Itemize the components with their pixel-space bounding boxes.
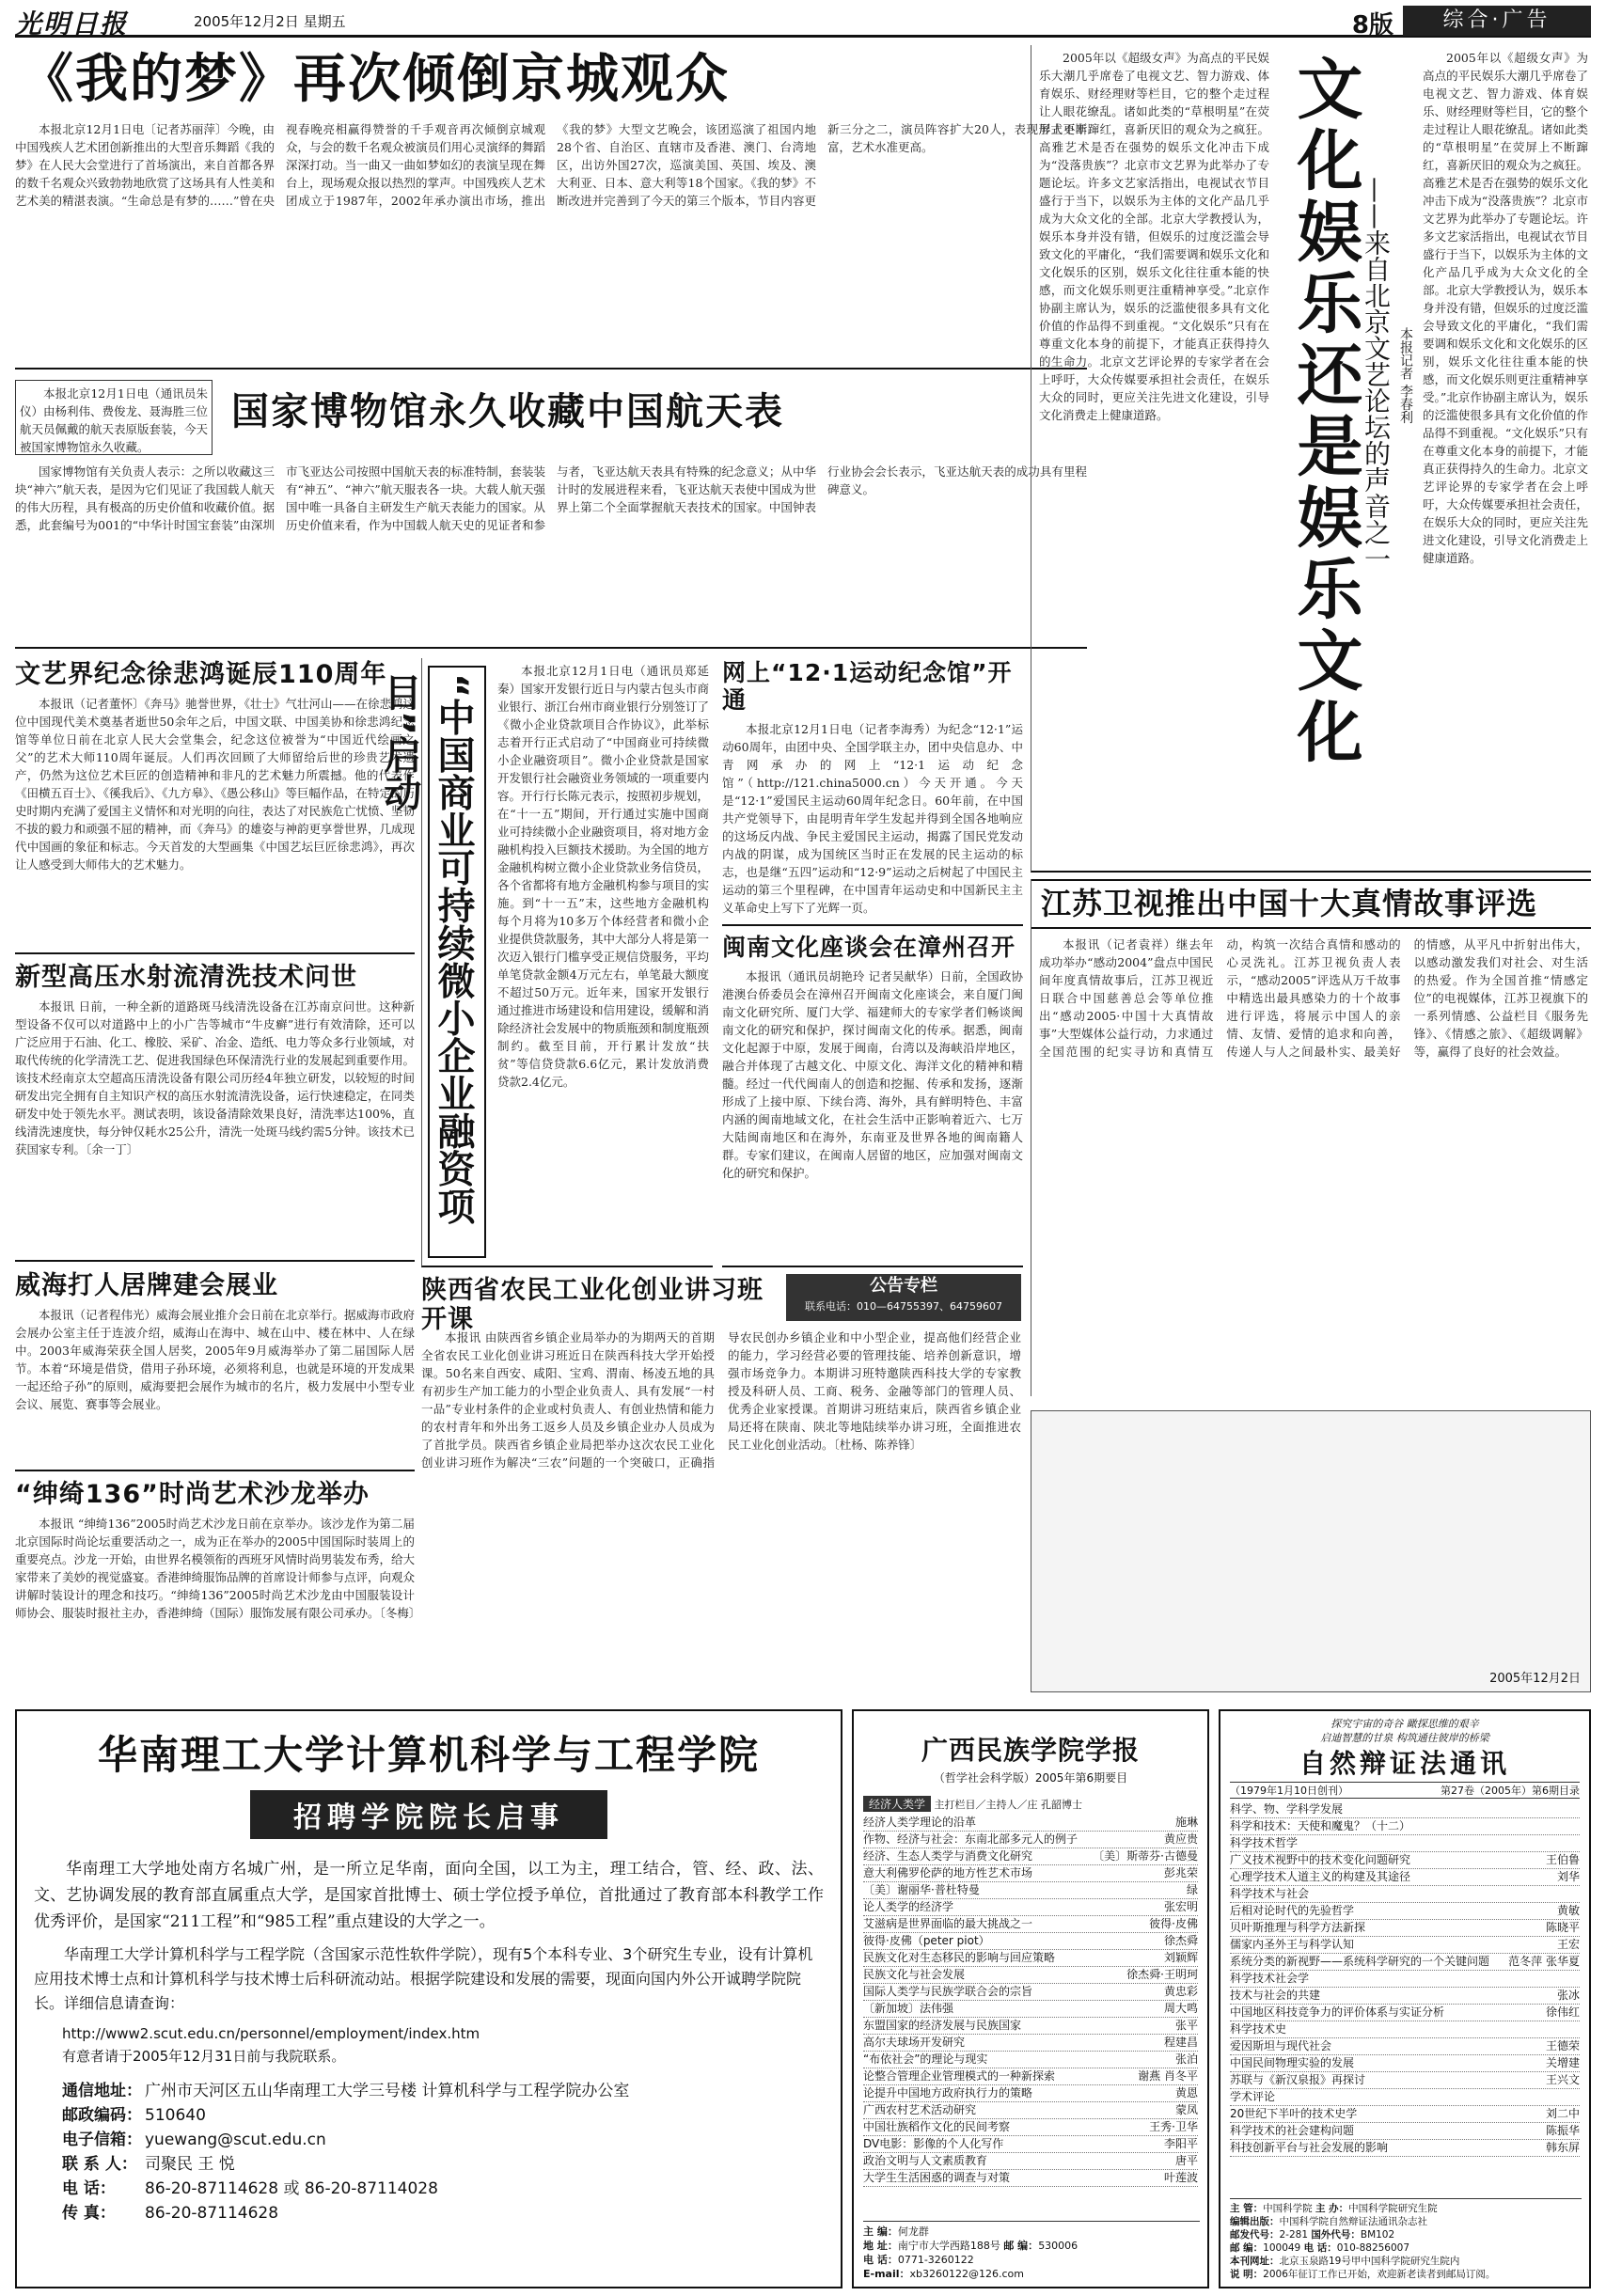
toc-item-title: 20世纪下半叶的技术史学 — [1230, 2107, 1358, 2121]
article-headline: 《我的梦》再次倾倒京城观众 — [21, 49, 730, 110]
article-body: 本报讯（通讯员胡艳玲 记者吴献华）日前，全国政协港澳台侨委员会在漳州召开闽南文化座谈会，来自厦门闽南文化研究所、厦门大学、福建师大的专家学者们畅谈闽南文化的研究和保护，探讨闽南文化的传承。据悉，闽南文化起源于中原，发展于闽南，台湾以及海峡沿岸地区，融合并体现了古越文化、中原文化、海洋文化的精神和精髓。经过一代代闽南人的创造和挖掘、传承和发扬，逐渐形成了上接中原、下续台湾、海外，具有鲜明特色、丰富内涵的闽南地域文化，在社会生活中正影响着近六、七万大陆闽南地区和在海外，东南亚及世界各地的闽南籍人群。专家们建议，在闽南人居留的地区，应加强对闽南文化的研究和保护。 — [722, 968, 1023, 1180]
toc-item-title: 科技创新平台与社会发展的影响 — [1230, 2141, 1389, 2155]
toc-item-author: 刘华 — [1556, 1870, 1580, 1884]
footer-row: 编辑出版：中国科学院自然辩证法通讯杂志社 — [1230, 2216, 1427, 2227]
toc-item — [863, 1832, 1198, 1848]
article-minnan — [722, 933, 1023, 1267]
feature-body-left: 2005年以《超级女声》为高点的平民娱乐大潮几乎席卷了电视文艺、智力游戏、体育娱乐、财经理财等栏目，它的整个走过程让人眼花缭乱。诸如此类的“草根明星”在荧屏上不断蹿红，喜新厌旧的观众为之疯狂。高雅艺术是否在强势的娱乐文化冲击下成为“没落贵族”？北京市文艺界为此举办了专题论坛。许多文艺家活指出，电视试衣节目盛行于当下，以娱乐为主体的文化产品几乎成为大众文化的全部。北京大学教授认为，娱乐本身并没有错，但娱乐的过度泛滥会导致文化的平庸化，“我们需要调和娱乐文化和文化娱乐的区别，娱乐文化往往重本能的快感，而文化娱乐则更注重精神享受。”北京作协副主席认为，娱乐的泛滥使很多具有文化价值的作品得不到重视。“文化娱乐”只有在尊重文化本身的前提下，才能真正获得持久的生命力。北京文艺评论界的专家学者在会上呼吁，大众传媒要承担社会责任，在娱乐大众的同时，更应关注先进文化建设，引导文化消费走上健康道路。 — [1039, 51, 1269, 422]
toc-item — [1230, 1801, 1580, 1818]
toc-item — [1230, 1903, 1580, 1920]
toc-item — [863, 1882, 1198, 1899]
toc-item-author: 王秀·卫华 — [1149, 2120, 1198, 2134]
toc-item — [1230, 1954, 1580, 1971]
toc-item-author: 范冬萍 张华夏 — [1508, 1955, 1580, 1969]
toc-item-author: 王伯鲁 — [1545, 1853, 1580, 1867]
toc-item — [863, 2170, 1198, 2187]
toc-item — [1230, 2140, 1580, 2157]
article-body: 本报讯（记者董怀〕《奔马》驰誉世界，《壮士》气壮河山——在徐悲鸿这位中国现代美术奠基者逝世50余年之后，中国文联、中国美协和徐悲鸿纪念馆等单位日前在北京人民大会堂集会，纪念这位被誉为“中国近代绘画之父”的艺术大师110周年诞辰。人们再次回顾了大师留给后世的珍贵艺术遗产，仍然为这位艺术巨匠的创造精神和非凡的艺术魅力所震撼。他的代表作《田横五百士》、《徯我后》、《九方皋》、《愚公移山》等巨幅作品，在特定的历史时期内充满了爱国主义情怀和对光明的向往，表达了对民族危亡忧愤、坚韧不拔的毅力和顽强不屈的精神，而《奔马》的雄姿与神韵更享誉世界，几成现代中国画的象征和标志。今天首发的大型画集《中国艺坛巨匠徐悲鸿》，再次让人感受到大师伟大的艺术魅力。 — [15, 697, 416, 873]
footer-row: 电 话：0771-3260122 — [863, 2254, 974, 2266]
toc-item-title: 作物、经济与社会：东南北部多元人的例子 — [863, 1832, 1079, 1847]
toc-item-title: 广西农村艺术活动研究 — [863, 2103, 977, 2117]
toc-list — [863, 1815, 1198, 2187]
article-headline: “绅绮136”时尚艺术沙龙举办 — [15, 1480, 370, 1509]
toc-item-title: 东盟国家的经济发展与民族国家 — [863, 2019, 1022, 2033]
toc-item-title: 意大利佛罗伦萨的地方性艺术市场 — [863, 1866, 1033, 1880]
toc-item-title: 贝叶斯推理与科学方法新探 — [1230, 1921, 1366, 1935]
ad-column-header — [863, 1793, 1198, 1815]
article-121-museum — [722, 658, 1023, 926]
toc-item-title: 科学和技术：天使和魔鬼？（十二） — [1230, 1819, 1411, 1833]
masthead — [15, 4, 1591, 38]
toc-item — [1230, 1988, 1580, 2005]
toc-item — [863, 2119, 1198, 2136]
toc-item-author: 唐平 — [1174, 2154, 1198, 2168]
toc-item-author: 绿 — [1186, 1883, 1198, 1897]
toc-item-title: DV电影：影像的个人化写作 — [863, 2137, 1004, 2151]
toc-item-author: 刘二中 — [1545, 2107, 1580, 2121]
article-body: 本报北京12月1日电（记者李海秀）为纪念“12·1”运动60周年，由团中央、全国学联主办，团中央信息办、中青网承办的网上“12·1运动纪念馆”（http://121.china5000.cn）今天开通。今天是“12·1”爱国民主运动60周年纪念日。60年前，在中国共产党领导下，由昆明青年学生发起并得到全国各地响应的这场反内战、争民主爱国民主运动，揭露了国民党发动内战的阴谋，成为国统区当时正在发展的民主运动的标志，也是继“五四”运动和“12·9”运动之后树起了中国民主运动的第三个里程碑，在中国青年运动史和中国新民主主义革命史上写下了光辉一页。 — [722, 721, 1023, 915]
footer-row: 邮发代号：2-281 国外代号：BM102 — [1230, 2229, 1395, 2241]
toc-item — [1230, 2055, 1580, 2072]
feature-subtitle: ——来自北京文艺论坛的声音之一 — [1361, 177, 1392, 572]
ad-founded: （1979年1月10日创刊） 第27卷（2005年）第6期目录 — [1230, 1782, 1580, 1799]
toc-item-author: 黄应贵 — [1163, 1832, 1198, 1847]
toc-item — [863, 1950, 1198, 1967]
issue-date: 2005年12月2日 星期五 — [194, 13, 346, 30]
toc-item-title: “布依社会”的理论与现实 — [863, 2052, 988, 2067]
toc-item — [863, 2102, 1198, 2119]
toc-item — [1230, 1869, 1580, 1886]
ad-guangxi-journal — [852, 1709, 1209, 2288]
toc-item-author: 黄恩 — [1174, 2086, 1198, 2100]
toc-item-author: 关增建 — [1545, 2056, 1580, 2070]
toc-item-author: 王兴文 — [1545, 2073, 1580, 2087]
toc-item-title: 中国地区科技竞争力的评价体系与实证分析 — [1230, 2005, 1445, 2020]
article-headline: 威海打人居牌建会展业 — [15, 1271, 278, 1300]
toc-item-title: 技术与社会的共建 — [1230, 1989, 1321, 2003]
article-headline: 江苏卫视推出中国十大真情故事评选 — [1031, 879, 1591, 929]
toc-item — [863, 2136, 1198, 2153]
toc-item — [863, 1933, 1198, 1950]
toc-item-title: 苏联与《新汉泉报》再探讨 — [1230, 2073, 1366, 2087]
article-headline: 闽南文化座谈会在漳州召开 — [722, 934, 1016, 961]
toc-item — [863, 2052, 1198, 2068]
article-headline: 文艺界纪念徐悲鸿诞辰110周年 — [15, 660, 387, 689]
toc-item-author: 黄敏 — [1556, 1904, 1580, 1918]
footer-row: 邮 编：100049 电 话：010-88256007 — [1230, 2242, 1410, 2254]
notice-column-ad — [786, 1274, 1021, 1321]
toc-item-title: 大学生生活困惑的调查与对策 — [863, 2171, 1011, 2185]
footer-row: 本刊网址：北京玉泉路19号甲中国科学院研究生院内 — [1230, 2256, 1460, 2267]
column-editors: 主打栏目／主持人／庄 孔韶博士 — [934, 1799, 1083, 1812]
article-body: 本报北京12月1日电〔记者苏丽萍〕今晚，由中国残疾人艺术团创新推出的大型音乐舞蹈《我的梦》在人民大会堂进行了首场演出，来自首都各界的数千名观众兴致勃勃地欣赏了这场具有人性美和艺术美的精湛表演。“生命总是有梦的……”曾在央视春晚亮相赢得赞誉的千手观音再次倾倒京城观众，与会的数千名观众被演员们用心灵演绎的舞蹈深深打动。当一曲又一曲如梦如幻的表演呈现在舞台上，现场观众报以热烈的掌声。中国残疾人艺术团成立于1987年，2002年承办演出市场，推出《我的梦》大型文艺晚会，该团巡演了祖国内地28个省、自治区、直辖市及香港、澳门、台湾地区，出访外国27次，巡演美国、英国、埃及、澳大利亚、日本、意大利等18个国家。《我的梦》不断改进并完善到了今天的第三个版本，节目内容更新三分之二，演员阵容扩大20人，表现形式更丰富，艺术水准更高。 — [15, 122, 1087, 208]
article-headline: 国家博物馆永久收藏中国航天表 — [231, 390, 784, 433]
toc-item-title: 爱因斯坦与现代社会 — [1230, 2039, 1332, 2053]
feature-body-right: 2005年以《超级女声》为高点的平民娱乐大潮几乎席卷了电视文艺、智力游戏、体育娱乐、财经理财等栏目，它的整个走过程让人眼花缭乱。诸如此类的“草根明星”在荧屏上不断蹿红，喜新厌旧的观众为之疯狂。高雅艺术是否在强势的娱乐文化冲击下成为“没落贵族”？北京市文艺界为此举办了专题论坛。许多文艺家活指出，电视试衣节目盛行于当下，以娱乐为主体的文化产品几乎成为大众文化的全部。北京大学教授认为，娱乐本身并没有错，但娱乐的过度泛滥会导致文化的平庸化，“我们需要调和娱乐文化和文化娱乐的区别，娱乐文化往往重本能的快感，而文化娱乐则更注重精神享受。”北京作协副主席认为，娱乐的泛滥使很多具有文化价值的作品得不到重视。“文化娱乐”只有在尊重文化本身的前提下，才能真正获得持久的生命力。北京文艺评论界的专家学者在会上呼吁，大众传媒要承担社会责任，在娱乐大众的同时，更应关注先进文化建设，引导文化消费走上健康道路。 — [1423, 51, 1588, 565]
ad-date-strip — [1031, 1410, 1591, 1692]
toc-item-author: 张泊 — [1174, 2052, 1198, 2067]
article-headline: 新型高压水射流清洗技术问世 — [15, 963, 357, 992]
toc-item-title: 民族文化与社会发展 — [863, 1968, 966, 1982]
notice-phone: 联系电话：010—64755397、64759607 — [805, 1300, 1002, 1313]
toc-item — [863, 1984, 1198, 2001]
toc-item — [863, 1815, 1198, 1832]
toc-item — [1230, 1835, 1580, 1852]
toc-item-author: 彭兆荣 — [1163, 1866, 1198, 1880]
toc-item-title: 心理学技术人道主义的构建及其途径 — [1230, 1870, 1411, 1884]
toc-item — [1230, 1971, 1580, 1988]
toc-item-title: 论提升中国地方政府执行力的策略 — [863, 2086, 1033, 2100]
article-water-jet — [15, 961, 415, 1262]
article-headline: “中国商业可持续微小企业融资项目”启动 — [428, 666, 486, 1258]
ad-title: 广西民族学院学报 — [921, 1735, 1140, 1766]
toc-item-title: 民族文化对生态移民的影响与回应策略 — [863, 1951, 1056, 1965]
article-museum — [15, 376, 1087, 649]
feature-headline: 文化娱乐还是娱乐文化 — [1286, 55, 1363, 769]
toc-item-author: 陈晓平 — [1545, 1921, 1580, 1935]
toc-item-author: 施琳 — [1174, 1816, 1198, 1830]
feature-culture-entertainment — [1031, 45, 1591, 873]
toc-item-title: 〔新加坡〕法伟强 — [863, 2002, 954, 2016]
toc-item-title: 彼得·皮佛（peter piot） — [863, 1934, 990, 1948]
toc-item-author: 周大鸣 — [1163, 2002, 1198, 2016]
toc-item-author: 谢燕 肖冬平 — [1138, 2069, 1198, 2084]
toc-item — [1230, 2038, 1580, 2055]
toc-item-author: 王宏 — [1556, 1938, 1580, 1952]
toc-item — [1230, 2106, 1580, 2123]
contact-row: 传 真： 86-20-87114628 — [62, 2204, 279, 2224]
footer-row: 主 编：何龙群 — [863, 2225, 929, 2238]
toc-item — [863, 2068, 1198, 2085]
toc-item-title: 科学技术哲学 — [1230, 1836, 1299, 1850]
toc-item-title: 科学、物、学科学发展 — [1230, 1802, 1344, 1816]
toc-item-title: 高尔夫球场开发研究 — [863, 2036, 966, 2050]
ad-title: 自然辩证法通讯 — [1299, 1748, 1510, 1779]
toc-item-author: 叶莲波 — [1163, 2171, 1198, 2185]
article-microfinance — [378, 658, 713, 1267]
toc-item — [863, 1899, 1198, 1916]
toc-item — [1230, 2089, 1580, 2106]
article-body: 本报讯（记者程伟光）威海会展业推介会日前在北京举行。据威海市政府会展办公室主任于连波介绍，威海山在海中、城在山中、楼在林中、人在绿中。2003年威海荣获全国人居奖，2005年9月威海举办了第二届国际人居节。本着“环境是借贷，借用子孙环境，必须将利息，也就是环境的开发成果一起还给子孙”的原则，威海要把会展作为城市的名片，极力发展中小型专业会议、展览、赛事等会展业。 — [15, 1308, 416, 1412]
ad-dialectics-journal — [1219, 1709, 1591, 2288]
toc-item — [863, 1967, 1198, 1984]
toc-item — [863, 2001, 1198, 2018]
toc-item-title: 经济、生态人类学与消费文化研究 — [863, 1849, 1033, 1864]
toc-item-author: 张平 — [1174, 2019, 1198, 2033]
toc-item — [863, 2018, 1198, 2035]
toc-item — [1230, 2123, 1580, 2140]
article-headline: 网上“12·1运动纪念馆”开通 — [722, 659, 1013, 714]
footer-row: 地 址：南宁市大学西路188号 邮 编：530006 — [863, 2240, 1079, 2252]
page-number: 8版 — [1351, 11, 1393, 39]
toc-item-author: 李阳平 — [1163, 2137, 1198, 2151]
article-body: 本报讯（记者袁祥）继去年成功举办“感动2004”盘点中国民间年度真情故事后，江苏卫视近日联合中国慈善总会等单位推出“感动2005·中国十大真情故事”大型媒体公益行动，力求通过全国范围的纪实寻访和真情互动，构筑一次结合真情和感动的心灵洗礼。江苏卫视负责人表示，“感动2005”评选从万千故事中精选出最具感染力的十个故事进行评选，将展示中国人的亲情、友情、爱情的追求和向善，传递人与人之间最朴实、最美好的情感，从平凡中折射出伟大，以感动激发我们对社会、对生活的热爱。作为全国首推“情感定位”的电视媒体，江苏卫视旗下的一系列情感、公益栏目《服务先锋》、《情感之旅》、《超级调解》等，赢得了良好的社会效益。 — [1039, 937, 1588, 1059]
toc-item — [1230, 1818, 1580, 1835]
ad-deadline: 有意者请于2005年12月31日前与我院联系。 — [62, 2048, 346, 2066]
toc-item-title: 国际人类学与民族学联合会的宗旨 — [863, 1985, 1033, 1999]
footer-row: E-mail：xb3260122@126.com — [863, 2268, 1024, 2280]
toc-item-title: 中国壮族稻作文化的民间考察 — [863, 2120, 1011, 2134]
toc-item-title: 经济人类学理论的沿革 — [863, 1816, 977, 1830]
toc-item-author: 程建昌 — [1163, 2036, 1198, 2050]
toc-item-title: 中国民间物理实验的发展 — [1230, 2056, 1355, 2070]
toc-item — [1230, 2072, 1580, 2089]
toc-item-title: 广义技术视野中的技术变化问题研究 — [1230, 1853, 1411, 1867]
toc-item-title: 论整合管理企业管理模式的一种新探索 — [863, 2069, 1056, 2084]
toc-list — [1230, 1801, 1580, 2157]
contact-row: 电 话： 86-20-87114628 或 86-20-87114028 — [62, 2179, 438, 2199]
newspaper-logo: 光明日报 — [15, 8, 129, 39]
article-salon — [15, 1478, 421, 1694]
toc-item-author: 张宏明 — [1163, 1900, 1198, 1914]
toc-item-author: 王德荣 — [1545, 2039, 1580, 2053]
toc-item-author: 徐伟红 — [1545, 2005, 1580, 2020]
toc-item-title: 论人类学的经济学 — [863, 1900, 954, 1914]
toc-item-author: 徐杰舜·王明珂 — [1126, 1968, 1198, 1982]
toc-item-title: 科学技术史 — [1230, 2022, 1287, 2037]
toc-item — [1230, 1920, 1580, 1937]
contact-row: 电子信箱： yuewang@scut.edu.cn — [62, 2131, 326, 2150]
toc-item-author: 张冰 — [1556, 1989, 1580, 2003]
feature-byline: 本报记者 李春利 — [1398, 327, 1413, 424]
article-xu-beihong — [15, 658, 415, 954]
toc-item-author: 陈振华 — [1545, 2124, 1580, 2138]
toc-item — [863, 2085, 1198, 2102]
toc-item — [863, 2035, 1198, 2052]
article-headline: 陕西省农民工业化创业讲习班开课 — [421, 1276, 764, 1335]
contact-row: 通信地址： 广州市天河区五山华南理工大学三号楼 计算机科学与工程学院办公室 — [62, 2082, 630, 2101]
toc-item-author: 刘颖辉 — [1163, 1951, 1198, 1965]
toc-item — [1230, 1886, 1580, 1903]
toc-item-title: 科学技术的社会建构问题 — [1230, 2124, 1355, 2138]
toc-item-author: 韩东屏 — [1545, 2141, 1580, 2155]
ad-url[interactable]: http://www2.scut.edu.cn/personnel/employment/index.htm — [62, 2025, 480, 2043]
toc-item — [863, 1865, 1198, 1882]
article-weihai — [15, 1269, 415, 1471]
article-lead: 本报北京12月1日电（通讯员朱仪）由杨利伟、费俊龙、聂海胜三位航天员佩戴的航天表原版套装，今天被国家博物馆永久收藏。 — [15, 380, 213, 455]
toc-item — [863, 1848, 1198, 1865]
toc-item — [1230, 2021, 1580, 2038]
ad-footer — [863, 2221, 1200, 2281]
ad-intro: 华南理工大学地处南方名城广州，是一所立足华南，面向全国，以工为主，理工结合，管、经、政、法、文、艺协调发展的教育部直属重点大学，是国家首批博士、硕士学位授予单位，首批通过了教育部本科教学工作优秀评价，是国家“211工程”和“985工程”重点建设的大学之一。 — [34, 1860, 824, 1932]
toc-item-author: 黄忠彩 — [1163, 1985, 1198, 1999]
ad-motto: 探究宇宙的奇谷 瞰探思维的艰辛 启迪智慧的甘泉 构筑通往彼岸的桥梁 — [1320, 1718, 1489, 1744]
footer-row: 说 明：2006年征订工作已开始，欢迎新老读者到邮局订阅。 — [1230, 2269, 1496, 2280]
article-jiangsu-tv — [1031, 879, 1591, 1396]
contact-row: 邮政编码： 510640 — [62, 2106, 206, 2126]
toc-item — [863, 1916, 1198, 1933]
toc-item-title: 科学技术与社会 — [1230, 1887, 1310, 1901]
article-dream — [15, 45, 1087, 370]
article-body: 本报讯 由陕西省乡镇企业局举办的为期两天的首期全省农民工业化创业讲习班近日在陕西科技大学开始授课。50名来自西安、咸阳、宝鸡、渭南、杨凌五地的具有初步生产加工能力的小型企业负责人、具有发展“一村一品”专业村条件的企业或村负责人、有创业热情和能力的农村青年和外出务工返乡人员及乡镇企业办人员成为了首批学员。陕西省乡镇企业局把举办这次农民工业化创业讲习班作为解决“三农”问题的一个突破口，正确指导农民创办乡镇企业和中小型企业，提高他们经营企业的能力，学习经营必要的管理技能、培养创新意识，增强市场竞争力。本期讲习班特邀陕西科技大学的专家教授及科研人员、工商、税务、金融等部门的管理人员、优秀企业家授课。首期讲习班结束后，陕西省乡镇企业局还将在陕南、陕北等地陆续举办讲习班，全面推进农民工业化创业活动。〔杜杨、陈养锋〕 — [421, 1330, 1021, 1470]
toc-item-title: 学术评论 — [1230, 2090, 1276, 2104]
section-label: 综合·广告 — [1403, 6, 1591, 36]
toc-item-title: 政治文明与人文素质教育 — [863, 2154, 988, 2168]
ad-banner: 招聘学院院长启事 — [250, 1790, 607, 1839]
toc-item-title: 系统分类的新视野——系统科学研究的一个关键问题 — [1230, 1955, 1490, 1969]
toc-item-title: 〔美〕谢丽华·普杜特曼 — [863, 1883, 980, 1897]
toc-item-title: 后相对论时代的先验哲学 — [1230, 1904, 1355, 1918]
toc-item — [1230, 2005, 1580, 2021]
column-tag: 经济人类学 — [863, 1796, 931, 1812]
toc-item-author: 徐杰舜 — [1163, 1934, 1198, 1948]
ad-subtitle: （哲学社会科学版）2005年第6期要目 — [933, 1771, 1128, 1785]
article-body: 本报讯 日前，一种全新的道路斑马线清洗设备在江苏南京问世。这种新型设备不仅可以对道路中上的小广告等城市“牛皮癣”进行有效清除，还可以广泛应用于石油、化工、橡胶、采矿、冶金、造纸、电力等众多行业领域，对取代传统的化学清洗工艺、促进我国绿色环保清洗行业的发展起到重要作用。该技术经南京太空超高压清洗设备有限公司历经4年独立研发，以较短的时间研发出完全拥有自主知识产权的高压水射流清洗设备，运行快速稳定，在同类研发中处于领先水平。测试表明，该设备清除效果良好，清洗率达100%，直线清洗速度快，每分钟仅耗水25公升，清洗一处斑马线约需5分钟。该技术已获国家专利。〔余一丁〕 — [15, 999, 416, 1157]
toc-item-author: 蒙凤 — [1174, 2103, 1198, 2117]
article-body: 本报讯 “绅绮136”2005时尚艺术沙龙日前在京举办。该沙龙作为第二届北京国际时尚论坛重要活动之一，成为正在举办的2005中国国际时装周上的重要亮点。沙龙一开始，由世界名模领衔的西班牙风情时尚男装发布秀，给大家带来了美妙的视觉盛宴。香港绅绮服饰品牌的首席设计师参与点评，向观众讲解时装设计的理念和技巧。“绅绮136”2005时尚艺术沙龙由中国服装设计师协会、服装时报社主办，香港绅绮（国际）服饰发展有限公司承办。〔冬梅〕 — [15, 1517, 421, 1621]
toc-item-title: 科学技术社会学 — [1230, 1972, 1310, 1986]
ad-detail: 华南理工大学计算机科学与工程学院（含国家示范性软件学院），现有5个本科专业、3个研究生专业，设有计算机应用技术博士点和计算机科学与技术博士后科研流动站。根据学院建设和发展的需要，现面向国内外公开诚聘学院院长。详细信息请查询： — [34, 1945, 813, 2013]
toc-item — [1230, 1937, 1580, 1954]
article-body: 国家博物馆有关负责人表示：之所以收藏这三块“神六”航天表，是因为它们见证了我国载人航天的伟大历程，具有极高的历史价值和收藏价值。据悉，此套编号为001的“中华计时国宝套装”由深圳市飞亚达公司按照中国航天表的标准特制，套装装有“神五”、“神六”航天服表各一块。大载人航天强国中唯一具备自主研发生产航天表能力的国家。从历史价值来看，作为中国载人航天史的见证者和参与者，飞亚达航天表具有特殊的纪念意义；从中华计时的发展进程来看，飞亚达航天表使中国成为世界上第二个全面掌握航天表技术的国家。中国钟表行业协会会长表示，飞亚达航天表的成功具有里程碑意义。 — [15, 464, 1087, 532]
contact-row: 联 系 人： 司聚民 王 悦 — [62, 2155, 235, 2175]
article-shaanxi — [421, 1274, 1023, 1695]
toc-item-title: 儒家内圣外王与科学认知 — [1230, 1938, 1355, 1952]
toc-item — [1230, 1852, 1580, 1869]
toc-item-author: 彼得·皮佛 — [1149, 1917, 1198, 1931]
article-body: 本报北京12月1日电（通讯员郑延秦）国家开发银行近日与内蒙古包头市商业银行、浙江台州市商业银行分别签订了《微小企业贷款项目合作协议》，此举标志着开行正式启动了“中国商业可持续微小企业融资项目”。微小企业贷款是国家开发银行社会融资业务领域的一项重要内容。开行行长陈元表示，按照初步规划，在“十一五”期间，开行通过实施中国商业可持续微小企业融资项目，将对地方金融机构投入巨额技术援助。为全国的地方金融机构树立微小企业贷款业务信贷员，各个省都将有地方金融机构参与项目的实施。到“十一五”末，这些地方金融机构每个月将为10多万个体经营者和微小企业提供贷款服务，其中大部分人将是第一次迈入银行门槛享受正规信贷服务，平均单笔贷款金额4万元左右，单笔最大额度不超过50万元。近年来，国家开发银行通过推进市场建设和信用建设，缓解和消除经济社会发展中的物质瓶颈和制度瓶颈制约。截至目前，开行累计发放“扶贫”等信贷贷款6.6亿元，累计发放消费贷款2.4亿元。 — [497, 664, 710, 1089]
toc-item — [863, 2153, 1198, 2170]
ad-title: 华南理工大学计算机科学与工程学院 — [97, 1732, 760, 1778]
ad-scut-recruitment — [15, 1709, 842, 2288]
toc-item-author: 〔美〕斯蒂芬·古德曼 — [1093, 1849, 1198, 1864]
ad-footer — [1230, 2198, 1582, 2281]
strip-date: 2005年12月2日 — [1489, 1672, 1581, 1686]
footer-row: 主 管：中国科学院 主 办：中国科学院研究生院 — [1230, 2203, 1438, 2214]
ad-contact-list — [62, 2079, 824, 2225]
toc-item-title: 艾滋病是世界面临的最大挑战之一 — [863, 1917, 1033, 1931]
notice-title: 公告专栏 — [870, 1276, 937, 1296]
